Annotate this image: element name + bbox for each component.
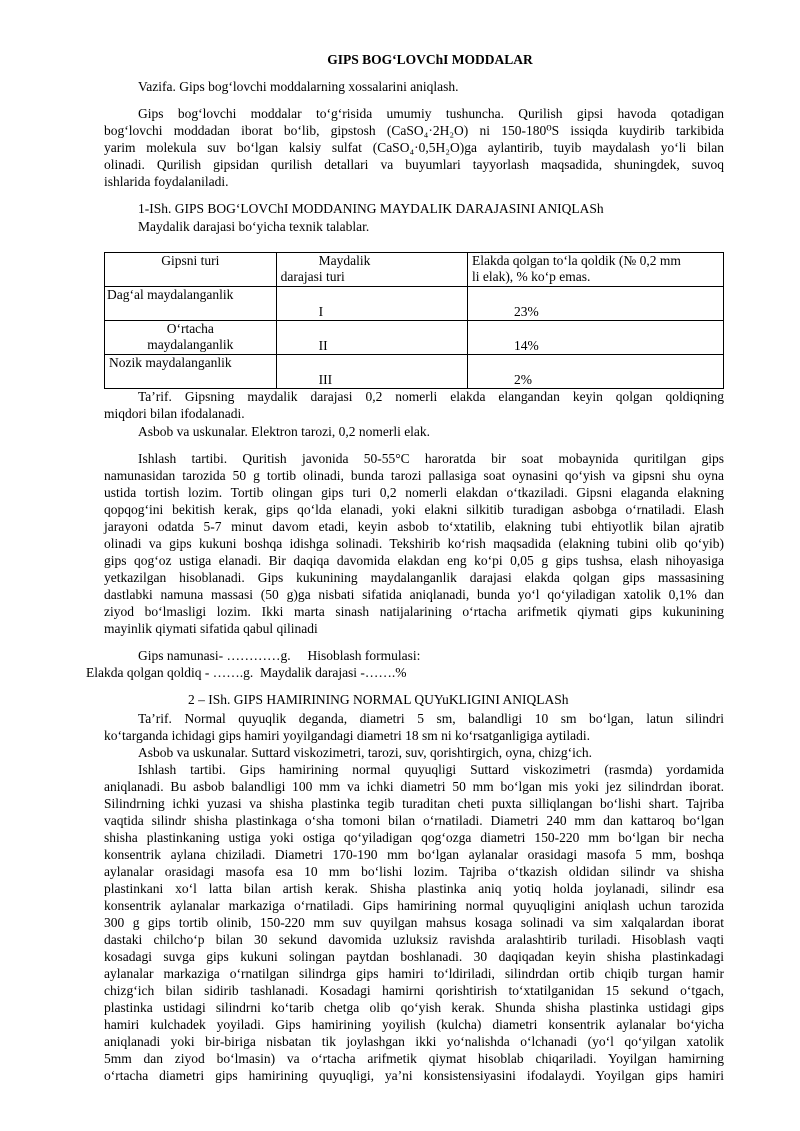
table-cell	[105, 355, 277, 389]
section2-procedure-5: shisha plastinkaning ustiga yoki ostiga qo‘yiladigan qog‘ozga diametri 150-220 mm bo‘lgan bir necha	[104, 830, 724, 845]
section2-procedure-2: aniqlanadi. Bu asbob balandligi 100 mm va ichki diametri 50 mm bo‘lgan mis yoki jez silindrdan iborat.	[104, 779, 724, 794]
section1-procedure-9: dastlabki namuna massasi (50 g)ga nisbati sifatida aniqlanadi, bunda yo‘l qo‘yiladigan xatolik 0,1% dan	[104, 587, 724, 602]
section2-procedure-18: 5mm dan ziyod bo‘lmasin) va o‘rtacha arifmetik qiymat hisoblab chiqariladi. Yoyilgan hamirning	[104, 1051, 724, 1066]
section1-procedure-7: gips qog‘oz ustiga elanadi. Bir daqiqa davomida elakdan eng ko‘pi 0,05 g gips tushsa, elash nihoyasiga	[104, 553, 724, 568]
section1-procedure-2: namunasidan tarozida 50 g tortib olinadi, bunda tarozi pallasiga soat oynasini qo‘yish va gipsni shu oyna	[104, 468, 724, 483]
table-header-row	[105, 253, 724, 287]
intro-line-4: olinadi. Qurilish gipsidan qurilish detallari va buyumlari tayyorlash maqsadida, shuningdek, suvoq	[104, 157, 724, 172]
section2-procedure-16: hamiri kulchadek yoyiladi. Gips hamirining yoyilish (kulcha) diametri konsentrik aylanalar bo‘yicha	[104, 1017, 724, 1032]
section2-equipment: Asbob va uskunalar. Suttard viskozimetri, tarozi, suv, qorishtirgich, oyna, chizg‘ich.	[138, 745, 593, 760]
header-residue-1: Elakda qolgan to‘la qoldik (№ 0,2 mm	[471, 253, 681, 268]
section1-heading: 1-ISh. GIPS BOG‘LOVChI MODDANING MAYDALIK DARAJASINI ANIQLASh	[138, 201, 604, 216]
row-grade: II	[318, 338, 328, 353]
section2-definition-1: Ta’rif. Normal quyuqlik deganda, diametri 5 sm, balandligi 10 sm bo‘lgan, latun silindri	[138, 711, 724, 726]
section1-definition-2: miqdori bilan ifodalanadi.	[104, 406, 245, 421]
table-row	[105, 355, 724, 389]
section2-procedure-1: Ishlash tartibi. Gips hamirining normal quyuqligi Suttard viskozimetri (rasmda) yordamida	[138, 762, 724, 777]
table-header-cell	[467, 253, 723, 287]
section2-procedure-15: plastinka ustidagi silindrni ko‘tarib chetga olib qo‘yish kerak. Shunda shisha plastinka ustidagi gips	[104, 1000, 724, 1015]
intro-line-3: yarim molekula suv bo‘lgan kalsiy sulfat (CaSO₄·0,5H₂O)ga aylantirib, tuyib maydalash yo‘li bilan	[104, 140, 724, 155]
table-cell	[467, 321, 723, 355]
intro-line-5: ishlarida foydalaniladi.	[104, 174, 229, 189]
section2-procedure-4: vaqtida silindr shisha plastinkaga o‘sha tomoni bilan o‘rnatiladi. Diametri 240 mm dan kattaroq bo‘lgan	[104, 813, 724, 828]
table-header-cell	[276, 253, 467, 287]
section2-procedure-14: chizg‘ich bilan sidirib tashlanadi. Kosadagi hamirni qorishtirish to‘xtatilganidan 15 sekund o‘tgach,	[104, 983, 724, 998]
formula-line-1: Gips namunasi- …………g. Hisoblash formulasi:	[138, 648, 421, 663]
formula-line-2: Elakda qolgan qoldiq - …….g. Maydalik darajasi -…….%	[86, 665, 407, 680]
section2-procedure-13: aylanalar markaziga o‘rnatilgan silindrga gips hamiri to‘ldiriladi, silindrdan ortib chiqib turgan hamir	[104, 966, 724, 981]
row-grade: III	[318, 372, 333, 387]
section2-procedure-7: aylanalar orasidagi masofa esa 10 mm bo‘lishi lozim. Tajriba o‘tkazish oldidan silindr va shisha	[104, 864, 724, 879]
section1-procedure-6: olinadi va gips kukuni boshqa idishga solinadi. Tekshirib ko‘rish maqsadida (elakning tubini olib qo‘yib)	[104, 536, 724, 551]
header-residue-2: li elak), % ko‘p emas.	[471, 269, 591, 284]
row-residue: 2%	[513, 372, 532, 387]
section1-procedure-4: qopqog‘ini bekitish kerak, gips qo‘lda elanadi, yoki elakni silkitib turadigan asbobga o‘rnatiladi. Elash	[104, 502, 724, 517]
row-type-2: maydalanganlik	[147, 337, 234, 352]
intro-line-1: Gips bog‘lovchi moddalar to‘g‘risida umumiy tushuncha. Qurilish gipsi havoda qotadigan	[138, 106, 724, 121]
intro-line-2: bog‘lovchi moddadan iborat bo‘lib, gipstosh (CaSO₄·2H₂O) ni 150-180⁰S issiqda kuydirib tarkibida	[104, 123, 724, 138]
header-darajasi-turi: darajasi turi	[280, 269, 345, 284]
section2-procedure-9: konsentrik aylanalar markaziga o‘rnatiladi. Gips hamirining normal quyuqligini aniqlash uchun tarozida	[104, 898, 724, 913]
section2-procedure-19: o‘rtacha diametri gips hamirining quyuqligi, ya’ni konsistensiyasini ifodalaydi. Yoyilgan gips hamiri	[104, 1068, 724, 1083]
section2-procedure-17: aniqlanadi yoki bir-biriga nisbatan tik joylashgan ikki yo‘nalishda o‘lchanadi (yo‘l qo‘yilgan xatolik	[104, 1034, 724, 1049]
table-header-cell	[105, 253, 277, 287]
row-type: O‘rtacha	[166, 321, 214, 336]
table-cell	[276, 355, 467, 389]
header-maydalik: Maydalik	[318, 253, 371, 268]
section2-procedure-3: Silindrning ichki yuzasi va shisha plastinka tegib turaditan cheti puxta silliqlangan bo‘lishi shart. Tajriba	[104, 796, 724, 811]
row-grade: I	[318, 304, 324, 319]
task-line: Vazifa. Gips bog‘lovchi moddalarning xossalarini aniqlash.	[138, 79, 459, 94]
section1-procedure-8: yetkazilgan hisoblanadi. Gips kukunining maydalanganlik darajasi elakda qolgan gips massasining	[104, 570, 724, 585]
table-cell	[276, 321, 467, 355]
row-residue: 23%	[513, 304, 539, 319]
section2-procedure-11: dastaki chilcho‘p bilan 30 sekund davomida uzluksiz ravishda aralashtirib turiladi. Hisoblash vaqti	[104, 932, 724, 947]
table-cell	[467, 287, 723, 321]
section2-procedure-8: plastinkani xo‘l latta bilan artish kerak. Shisha plastinka aniq yotiq holda joylanadi, silindr esa	[104, 881, 724, 896]
section2-procedure-6: konsentrik aylana chiziladi. Diametri 170-190 mm bo‘lgan aylanalar orasidagi masofa 5 mm, boshqa	[104, 847, 724, 862]
table-row	[105, 321, 724, 355]
row-type: Dag‘al maydalanganlik	[107, 287, 234, 302]
row-type: Nozik maydalanganlik	[109, 355, 232, 370]
table-cell	[105, 287, 277, 321]
document-title: GIPS BOG‘LOVChI MODDALAR	[327, 52, 533, 67]
table-cell	[276, 287, 467, 321]
section1-procedure-10: ziyod bo‘lmasligi lozim. Ikki marta sinash natijalarining o‘rtacha arifmetik qiymati gips kukunining	[104, 604, 724, 619]
row-residue: 14%	[513, 338, 539, 353]
section2-heading: 2 – ISh. GIPS HAMIRINING NORMAL QUYuKLIGINI ANIQLASh	[188, 692, 569, 707]
section1-procedure-11: mayinlik qiymati sifatida qabul qilinadi	[104, 621, 318, 636]
section1-procedure-1: Ishlash tartibi. Quritish javonida 50-55°C haroratda bir soat mobaynida quritilgan gips	[138, 451, 724, 466]
section1-procedure-3: ustida tortish lozim. Tortib olingan gips turi 0,2 nomerli elakdan o‘tkaziladi. Gipsni elaganda elakning	[104, 485, 724, 500]
header-gips-turi: Gipsni turi	[161, 253, 220, 268]
section1-procedure-5: jarayoni odatda 5-7 minut davom etadi, keyin asbob to‘xtatilib, elakning tubi ehtiyotlik bilan ajratib	[104, 519, 724, 534]
section2-definition-2: ko‘targanda ichidagi gips hamiri yoyilgandagi diametri 18 sm ni ko‘rsatganligiga aytiladi.	[104, 728, 591, 743]
table-cell	[467, 355, 723, 389]
section1-equipment: Asbob va uskunalar. Elektron tarozi, 0,2 nomerli elak.	[138, 424, 431, 439]
section1-definition-1: Ta’rif. Gipsning maydalik darajasi 0,2 nomerli elakda elangandan keyin qolgan qoldiqning	[138, 389, 724, 404]
section2-procedure-10: 300 g gips tortib olinib, 150-220 mm suv quyilgan mahsus kosaga solinadi va sim xalqalardan iborat	[104, 915, 724, 930]
table-row	[105, 287, 724, 321]
section2-procedure-12: kosadagi suvga gips kukuni solingan paytdan boshlanadi. 30 daqiqadan keyin shisha plastinkadagi	[104, 949, 724, 964]
section1-subheading: Maydalik darajasi bo‘yicha texnik talablar.	[138, 219, 370, 234]
table-cell	[105, 321, 277, 355]
requirements-table	[104, 252, 724, 389]
